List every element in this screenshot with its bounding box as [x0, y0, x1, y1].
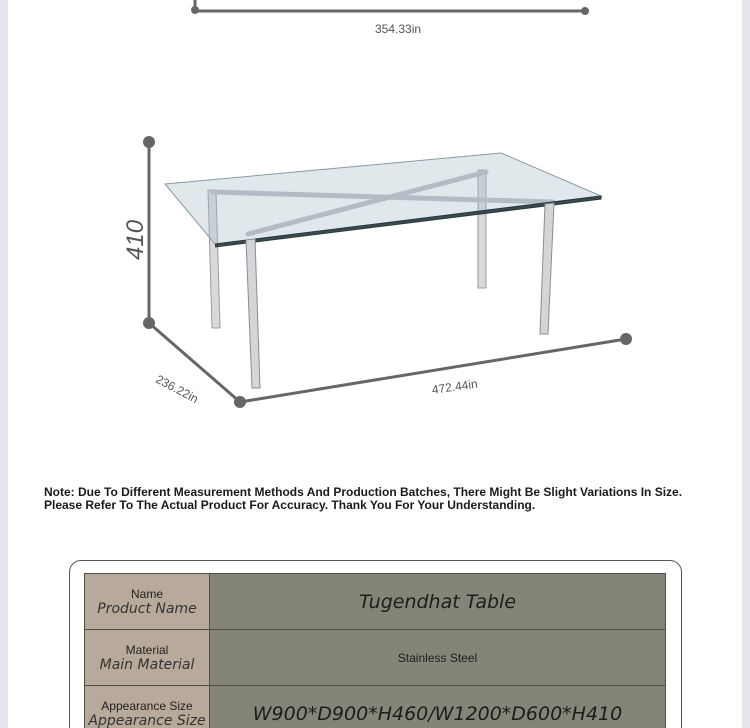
depth-label: 236.22in: [153, 372, 201, 406]
spec-label: Material: [125, 642, 169, 657]
spec-row-material: [85, 630, 666, 686]
spec-label-alt: Product Name: [97, 600, 197, 617]
spec-value-material: Stainless Steel: [397, 650, 478, 665]
spec-value-product-name: Tugendhat Table: [358, 590, 517, 613]
glass-top: [165, 153, 601, 244]
spec-table: [84, 573, 666, 728]
spec-row-size: [85, 686, 666, 728]
spec-value-size: W900*D900*H460/W1200*D600*H410: [252, 702, 623, 725]
spec-label: Appearance Size: [101, 698, 193, 713]
table-illustration: [8, 100, 742, 430]
spec-label: Name: [130, 586, 163, 601]
spec-value-cell: [210, 574, 666, 630]
spec-label-cell: [85, 630, 210, 686]
spec-label-alt: Appearance Size: [88, 712, 206, 728]
spec-label-cell: [85, 574, 210, 630]
height-label: 410: [122, 219, 149, 260]
spec-label-alt: Main Material: [99, 656, 195, 673]
spec-row-name: [85, 574, 666, 630]
spec-value-cell: [210, 630, 666, 686]
product-detail-page: [8, 0, 742, 728]
length-label: 472.44in: [431, 376, 479, 397]
size-variation-note: Note: Due To Different Measurement Methods And Production Batches, There Might Be Slight Variations In Size. Please Refer To The Actual Product For Accuracy. Thank You For Your Understanding.: [44, 485, 683, 512]
spec-label-cell: [85, 686, 210, 728]
top-width-label: 354.33in: [375, 22, 422, 36]
spec-value-cell: [210, 686, 666, 728]
